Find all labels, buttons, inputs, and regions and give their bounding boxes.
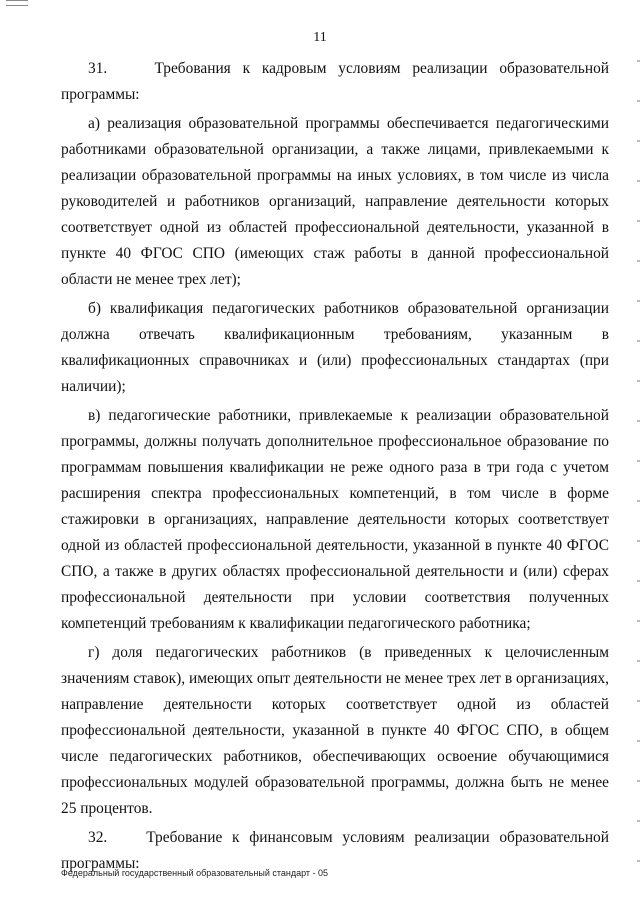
page-number: 11 [313,30,327,45]
item-g-paragraph: г) доля педагогических работников (в приведенных к целочисленным значениям ставок), имеющих опыт деятельности не менее трех лет в организациях, направление деятельности которых соответствует одной из областей профессиональной деятельности, указанной в пункте 40 ФГОС СПО, в общем числе педагогических работников, обеспечивающих освоение обучающимися профессиональных модулей образовательной программы, должна быть не менее 25 процентов. [61,644,609,817]
section-32-heading: 32. Требование к финансовым условиям реализации образовательной программы: [61,829,609,872]
scan-edge-mark [6,0,28,6]
footer-text: Федеральный государственный образовательный стандарт - 05 [61,868,329,878]
item-b-paragraph: б) квалификация педагогических работников образовательной организации должна отвечать квалификационным требованиям, указанным в квалификационных справочниках и (или) профессиональных стандартах (при наличии); [61,300,609,395]
item-v-paragraph: в) педагогические работники, привлекаемые к реализации образовательной программы, должны получать дополнительное профессиональное образование по программам повышения квалификации не реже одного раза в три года с учетом расширения спектра профессиональных компетенций, в том числе в форме стажировки в организациях, направление деятельности которых соответствует одной из областей профессиональной деятельности, указанной в пункте 40 ФГОС СПО, а также в других областях профессиональной деятельности и (или) сферах профессиональной деятельности при условии соответствия полученных компетенций требованиям к квалификации педагогического работника; [61,407,609,632]
section-31-heading: 31. Требования к кадровым условиям реализации образовательной программы: [61,60,609,103]
item-a-paragraph: а) реализация образовательной программы обеспечивается педагогическими работниками образовательной организации, а также лицами, привлекаемыми к реализации образовательной программы на иных условиях, в том числе из числа руководителей и работников организаций, направление деятельности которых соответствует одной из областей профессиональной деятельности, указанной в пункте 40 ФГОС СПО (имеющих стаж работы в данной профессиональной области не менее трех лет); [61,115,609,288]
document-body [61,56,609,880]
